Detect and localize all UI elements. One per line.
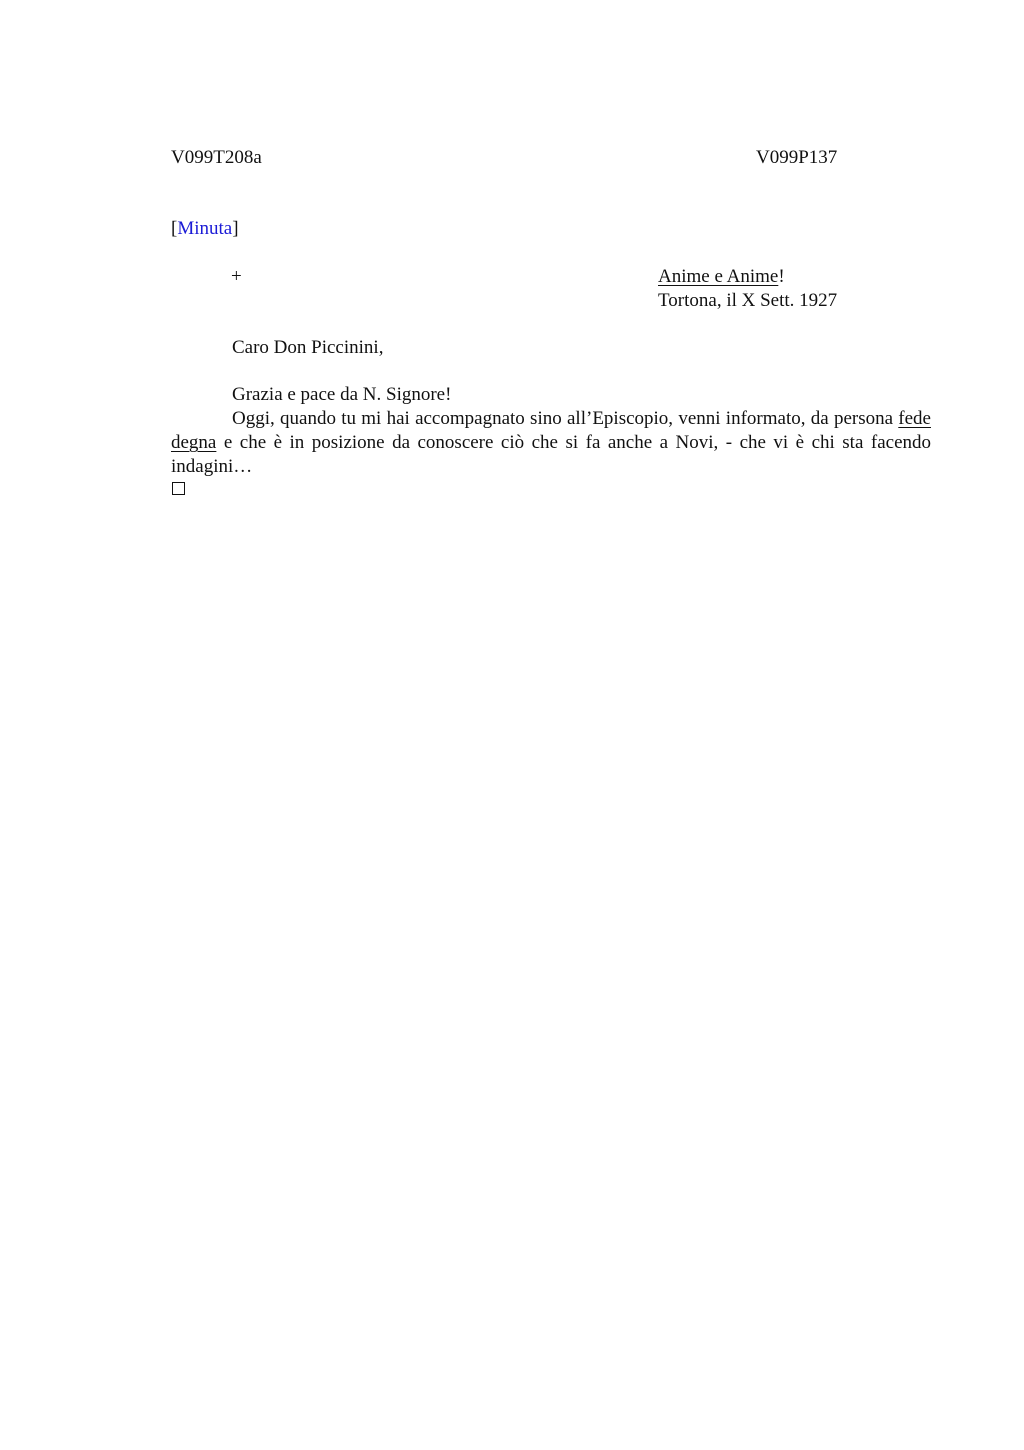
motto-text: Anime e Anime (658, 266, 779, 287)
doc-code-right: V099P137 (756, 147, 838, 168)
salutation: Caro Don Piccinini, (232, 337, 384, 358)
cross-mark: + (231, 266, 242, 287)
doc-code-left: V099T208a (171, 147, 262, 168)
paragraph-underlined: fede degna (171, 408, 931, 453)
note-close-bracket: ] (232, 218, 239, 239)
motto-punct: ! (778, 266, 785, 287)
place-date: Tortona, il X Sett. 1927 (658, 290, 838, 311)
minuta-note (171, 217, 239, 241)
motto (658, 265, 785, 289)
paragraph-part2: e che è in posizione da conoscere ciò che si fa anche a Novi, - che vi è chi sta facendo indagini… (171, 432, 931, 477)
body-paragraph (171, 407, 931, 479)
paragraph-part1: Oggi, quando tu mi hai accompagnato sino all’Episcopio, venni informato, da persona (232, 408, 899, 429)
greeting: Grazia e pace da N. Signore! (232, 384, 452, 405)
note-label: Minuta (177, 218, 233, 239)
note-open-bracket: [ (171, 218, 178, 239)
end-square-icon (172, 482, 185, 495)
